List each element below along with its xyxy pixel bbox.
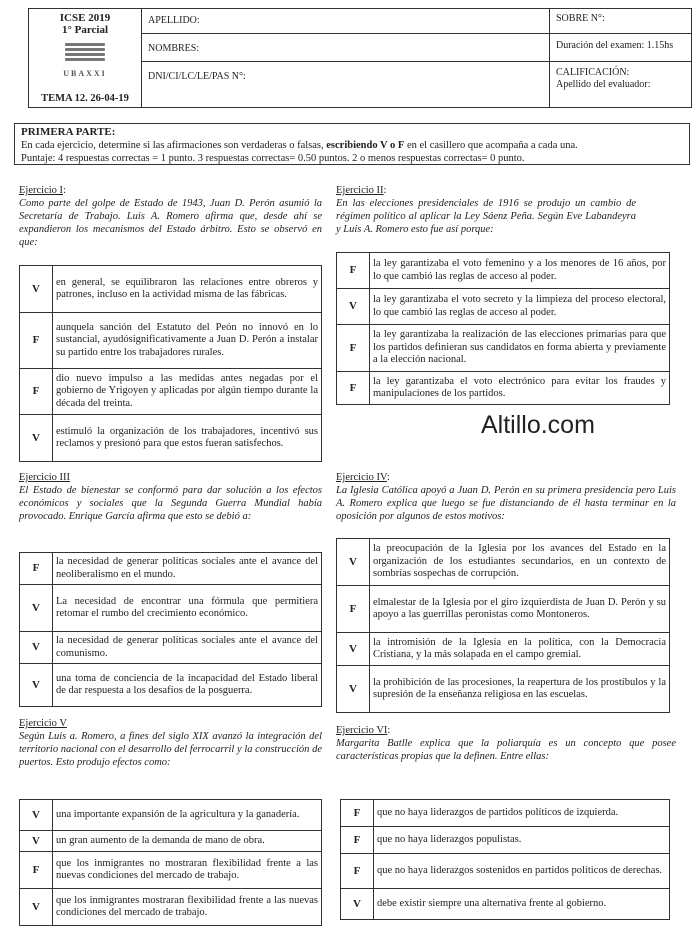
exercise-5-prompt — [19, 717, 322, 769]
answer-cell[interactable]: F — [341, 800, 374, 827]
ubaxxi-logo — [65, 43, 105, 65]
exam-label: 1° Parcial — [61, 24, 109, 36]
statement-cell: la necesidad de generar políticas sociales ante el avance del neoliberalismo en el mundo. — [53, 553, 322, 585]
dni-field[interactable]: DNI/CI/LC/LE/PAS N°: — [148, 71, 246, 82]
exercise-4-text: La Iglesia Católica apoyó a Juan D. Perón en su primera presidencia pero Luis A. Romero explica que luego se fue distanciando de él hasta terminar en la oposición por algunos de estos motivos: — [336, 485, 676, 522]
statement-cell: la ley garantizaba el voto femenino y a los menores de 16 años, por lo que cambió las reglas de acceso al poder. — [370, 253, 670, 289]
exercise-1-text: Como parte del golpe de Estado de 1943, Juan D. Perón asumió la Secretaría de Trabajo. Luis A. Romero afirma que, desde ahí se expandieron los mecanismos del Estado árbitro. Esto se observó en que: — [19, 198, 322, 248]
exercise-5-table — [19, 799, 322, 926]
answer-cell[interactable]: V — [337, 666, 370, 713]
nombres-field[interactable]: NOMBRES: — [141, 34, 549, 62]
instructions-text-bold: escribiendo V o F — [326, 140, 405, 151]
statement-cell: la necesidad de generar políticas sociales ante el avance del comunismo. — [53, 632, 322, 664]
table-row — [20, 553, 322, 585]
exercise-3-prompt — [19, 471, 322, 523]
exercise-1-prompt — [19, 184, 322, 249]
answer-cell[interactable]: V — [20, 664, 53, 707]
exercise-6-text: Margarita Batlle explica que la poliarquía es un concepto que posee características propias que la definen. Entre ellas: — [336, 738, 676, 762]
exercise-1-table — [19, 265, 322, 462]
answer-cell[interactable]: V — [337, 539, 370, 586]
table-row — [341, 854, 670, 889]
exercise-3-title-text: Ejercicio III — [19, 472, 71, 483]
section-title: PRIMERA PARTE: — [21, 126, 116, 138]
table-row — [337, 539, 670, 586]
exercise-5-text: Según Luis a. Romero, a fines del siglo XIX avanzó la integración del territorio nacional con el desarrollo del ferrocarril y la construcción de puertos. Esto produjo efectos como: — [19, 731, 322, 768]
exam-info — [549, 9, 691, 107]
table-row — [341, 889, 670, 920]
answer-cell[interactable]: F — [337, 325, 370, 372]
table-row — [337, 289, 670, 325]
answer-cell[interactable]: V — [20, 800, 53, 831]
answer-cell[interactable]: F — [341, 827, 374, 854]
statement-cell: elmalestar de la Iglesia por el giro izquierdista de Juan D. Perón y su apoyo a las guerrillas peronistas como Montoneros. — [370, 586, 670, 633]
statement-cell: que no haya liderazgos de partidos políticos de izquierda. — [374, 800, 670, 827]
answer-cell[interactable]: V — [20, 889, 53, 926]
statement-cell: la ley garantizaba el voto secreto y la limpieza del proceso electoral, lo que cambió las reglas de acceso al poder. — [370, 289, 670, 325]
exercise-2-title: Ejercicio II: — [336, 185, 387, 196]
exercise-4-table — [336, 538, 670, 713]
table-row — [20, 852, 322, 889]
statement-cell: dio nuevo impulso a las medidas antes negadas por el gobierno de Yrigoyen y aplicadas por algún tiempo durante la década del treinta. — [53, 369, 322, 415]
exam-header — [28, 8, 692, 108]
statement-cell: que los inmigrantes no mostraran flexibilidad frente a las nuevas condiciones del mercado de trabajo. — [53, 852, 322, 889]
statement-cell: una toma de conciencia de la incapacidad del Estado liberal de dar respuesta a los desafíos de la posguerra. — [53, 664, 322, 707]
table-row — [20, 369, 322, 415]
statement-cell: la intromisión de la Iglesia en la política, con la Democracia Cristiana, y la más solapada en el campo gremial. — [370, 633, 670, 666]
answer-cell[interactable]: V — [337, 289, 370, 325]
table-row — [337, 253, 670, 289]
table-row — [20, 800, 322, 831]
answer-cell[interactable]: F — [337, 372, 370, 405]
answer-cell[interactable]: V — [20, 266, 53, 313]
table-row — [337, 666, 670, 713]
instructions-line-1 — [21, 139, 683, 152]
table-row — [337, 325, 670, 372]
statement-cell: que no haya liderazgos sostenidos en partidos políticos de derechas. — [374, 854, 670, 889]
statement-cell: un gran aumento de la demanda de mano de obra. — [53, 831, 322, 852]
watermark: Altillo.com — [481, 411, 595, 439]
calificacion-label: CALIFICACIÓN: — [556, 67, 630, 78]
answer-cell[interactable]: F — [20, 553, 53, 585]
statement-cell: una importante expansión de la agricultura y la ganadería. — [53, 800, 322, 831]
table-row — [20, 889, 322, 926]
student-fields — [141, 9, 550, 107]
statement-cell: que los inmigrantes mostraran flexibilidad frente a las nuevas condiciones del mercado de trabajo. — [53, 889, 322, 926]
exercise-6-title: Ejercicio VI: — [336, 725, 391, 736]
exercise-6-title-text: Ejercicio VI — [336, 725, 388, 736]
answer-cell[interactable]: F — [20, 852, 53, 889]
statement-cell: en general, se equilibraron las relaciones entre obreros y patrones, incluso en la actividad misma de las fábricas. — [53, 266, 322, 313]
exercise-4-title-text: Ejercicio IV — [336, 472, 387, 483]
table-row — [20, 415, 322, 462]
instructions-text-c: en el casillero que acompaña a cada una. — [404, 140, 578, 151]
answer-cell[interactable]: F — [337, 253, 370, 289]
exercise-4-title: Ejercicio IV: — [336, 472, 390, 483]
exercise-6-prompt — [336, 724, 676, 763]
tema-label: TEMA 12. 26-04-19 — [41, 93, 129, 104]
course-label: ICSE 2019 — [59, 12, 111, 24]
exercise-4-prompt — [336, 471, 676, 523]
instructions-line-2: Puntaje: 4 respuestas correctas = 1 punto. 3 respuestas correctas= 0.50 puntos. 2 o menos respuestas correctas= 0 punto. — [21, 153, 525, 164]
exercise-6-table — [340, 799, 670, 920]
statement-cell: La necesidad de encontrar una fórmula que permitiera retomar el rumbo del crecimiento económico. — [53, 585, 322, 632]
table-row — [20, 266, 322, 313]
table-row — [337, 586, 670, 633]
exercise-2-text: En las elecciones presidenciales de 1916 se produjo un cambio de régimen político al aplicar la Ley Sáenz Peña. Según Eve Labandeyra y Luis A. Romero esto fue así porque: — [336, 198, 636, 235]
answer-cell[interactable]: F — [20, 369, 53, 415]
statement-cell: estimuló la organización de los trabajadores, incentivó sus reclamos y presionó para que estos fueran satisfechos. — [53, 415, 322, 462]
instructions-text-a: En cada ejercicio, determine si las afirmaciones son verdaderas o falsas, — [21, 140, 327, 151]
answer-cell[interactable]: V — [20, 415, 53, 462]
calificacion-field[interactable] — [549, 62, 691, 107]
statement-cell: la ley garantizaba la realización de las elecciones primarias para que los partidos definieran sus candidatos en forma abierta y previamente a la elección nacional. — [370, 325, 670, 372]
answer-cell[interactable]: V — [20, 585, 53, 632]
answer-cell[interactable]: F — [337, 586, 370, 633]
answer-cell[interactable]: V — [337, 633, 370, 666]
statement-cell: la prohibición de las procesiones, la reapertura de los prostíbulos y la supresión de la enseñanza religiosa en las escuelas. — [370, 666, 670, 713]
answer-cell[interactable]: F — [20, 313, 53, 369]
evaluador-label: Apellido del evaluador: — [556, 79, 651, 90]
table-row — [341, 827, 670, 854]
header-logo-cell — [29, 9, 142, 107]
sobre-field[interactable]: SOBRE N°: — [549, 9, 691, 34]
exercise-5-title — [19, 717, 322, 730]
statement-cell: la ley garantizaba el voto electrónico para evitar los fraudes y manipulaciones de los partidos. — [370, 372, 670, 405]
logo-text: UBAXXI — [63, 69, 107, 78]
apellido-field[interactable]: APELLIDO: — [141, 9, 549, 34]
table-row — [341, 800, 670, 827]
answer-cell[interactable]: V — [20, 632, 53, 664]
exercise-3-title — [19, 471, 322, 484]
instructions-box — [14, 123, 690, 165]
table-row — [337, 633, 670, 666]
table-row — [20, 585, 322, 632]
duracion-label: Duración del examen: 1.15hs — [549, 34, 691, 62]
table-row — [20, 313, 322, 369]
statement-cell: debe existir siempre una alternativa frente al gobierno. — [374, 889, 670, 920]
statement-cell: la preocupación de la Iglesia por los avances del Estado en la organización de los estudiantes secundarios, en un contexto de sombrías sospechas de corrupción. — [370, 539, 670, 586]
answer-cell[interactable]: V — [20, 831, 53, 852]
exercise-2-prompt — [336, 184, 636, 236]
exercise-1-title-text: Ejercicio I — [19, 185, 64, 196]
exercise-2-table — [336, 252, 670, 405]
statement-cell: que no haya liderazgos populistas. — [374, 827, 670, 854]
exercise-3-table — [19, 552, 322, 707]
table-row — [337, 372, 670, 405]
table-row — [20, 831, 322, 852]
exercise-5-title-text: Ejercicio V — [19, 718, 67, 729]
answer-cell[interactable]: F — [341, 854, 374, 889]
exercise-3-text: El Estado de bienestar se conformó para dar solución a los efectos económicos y sociales que la Segunda Guerra Mundial había provocado. Enrique García afirma que esto se debió a: — [19, 485, 322, 522]
answer-cell[interactable]: V — [341, 889, 374, 920]
table-row — [20, 664, 322, 707]
exercise-1-title: Ejercicio I: — [19, 185, 66, 196]
statement-cell: aunquela sanción del Estatuto del Peón no innovó en lo sustancial, ayudósignificativamente a Juan D. Perón a instalar su partido entre los trabajadores rurales. — [53, 313, 322, 369]
exercise-2-title-text: Ejercicio II — [336, 185, 384, 196]
table-row — [20, 632, 322, 664]
